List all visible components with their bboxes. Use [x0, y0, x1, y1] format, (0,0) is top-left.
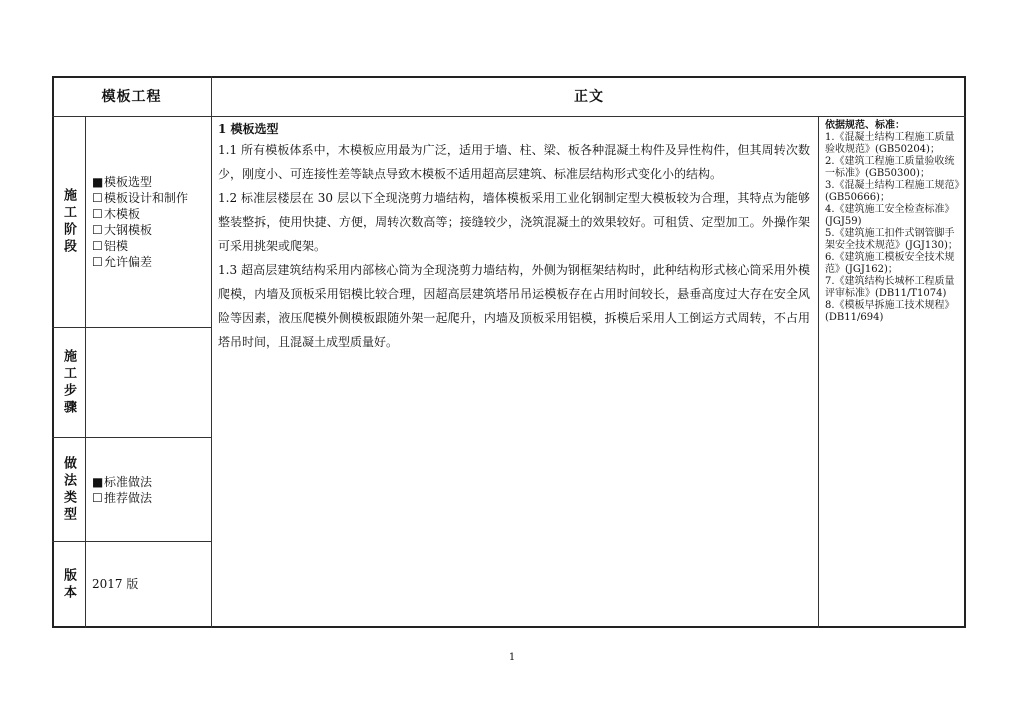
option-label: 模板选型: [104, 175, 153, 189]
body-paragraph: 1.1 所有模板体系中，木模板应用最为广泛，适用于墙、柱、梁、板各种混凝土构件及异性构件，但其周转次数少，刚度小、可连接性差等缺点导致木模板不适用超高层建筑、标准层结构形式变化小的结构。: [218, 143, 810, 181]
checkbox-icon: ■: [92, 175, 104, 189]
checkbox-icon: ☐: [92, 191, 103, 205]
stage-option[interactable]: [92, 206, 211, 222]
references-panel: [819, 118, 966, 324]
stage-option[interactable]: [92, 238, 211, 254]
option-label: 推荐做法: [104, 491, 153, 505]
checkbox-icon: ■: [92, 475, 104, 489]
method-option[interactable]: [92, 490, 211, 506]
references-title: 依据规范、标准：: [825, 120, 905, 131]
checkbox-icon: ☐: [92, 491, 103, 505]
checkbox-icon: ☐: [92, 223, 103, 237]
reference-item: 3.《混凝土结构工程施工规范》(GB50666)；: [825, 180, 960, 203]
stage-option[interactable]: [92, 222, 211, 238]
checkbox-icon: ☐: [92, 239, 103, 253]
option-label: 大钢模板: [104, 223, 153, 237]
header-body-title: 正文: [574, 89, 604, 105]
stage-option[interactable]: [92, 174, 211, 190]
body-paragraph: 1.2 标准层楼层在 30 层以下全现浇剪力墙结构，墙体模板采用工业化钢制定型大模板较为合理，其特点为能够整装整拆，使用快捷、方便，周转次数高等；接缝较少，浇筑混凝土的效果较好。可租赁、定型加工。外操作架可采用挑架或爬架。: [218, 191, 810, 253]
header-divider: [52, 116, 966, 117]
label-version: 版本: [61, 568, 76, 602]
stage-options: [86, 174, 211, 270]
option-label: 铝模: [104, 239, 129, 253]
label-construction-steps: 施工步骤: [61, 348, 76, 417]
reference-item: 1.《混凝土结构工程施工质量验收规范》(GB50204)；: [825, 132, 955, 155]
reference-item: 7.《建筑结构长城杯工程质量评审标准》(DB11/T1074): [825, 276, 955, 299]
option-label: 木模板: [104, 207, 141, 221]
label-method-type: 做法类型: [61, 455, 76, 524]
reference-item: 5.《建筑施工扣件式钢管脚手架安全技术规范》(JGJ130)；: [825, 228, 958, 251]
version-value: 2017 版: [92, 577, 139, 591]
stage-option[interactable]: [92, 254, 211, 270]
section-title: 1 模板选型: [218, 122, 279, 136]
reference-item: 4.《建筑施工安全检查标准》(JGJ59): [825, 204, 955, 227]
option-label: 模板设计和制作: [104, 191, 189, 205]
stage-option[interactable]: [92, 190, 211, 206]
checkbox-icon: ☐: [92, 255, 103, 269]
reference-item: 8.《模板早拆施工技术规程》(DB11/694): [825, 300, 955, 323]
option-label: 允许偏差: [104, 255, 153, 269]
option-label: 标准做法: [104, 475, 153, 489]
method-option[interactable]: [92, 474, 211, 490]
checkbox-icon: ☐: [92, 207, 103, 221]
header-module-title: 模板工程: [101, 89, 162, 105]
reference-item: 6.《建筑施工模板安全技术规范》(JGJ162)；: [825, 252, 955, 275]
reference-item: 2.《建筑工程施工质量验收统一标准》(GB50300)；: [825, 156, 955, 179]
body-content: [212, 118, 818, 618]
document-table: [52, 76, 966, 628]
body-paragraph: 1.3 超高层建筑结构采用内部核心筒为全现浇剪力墙结构，外侧为钢框架结构时，此种结构形式核心筒采用外模爬模，内墙及顶板采用铝模比较合理，因超高层建筑塔吊吊运模板存在占用时间较长，悬垂高度过大存在安全风险等因素，液压爬模外侧模板跟随外架一起爬升，内墙及顶板采用铝模，拆模后采用人工倒运方式周转，不占用塔吊时间，且混凝土成型质量好。: [218, 263, 810, 349]
page-number: 1: [508, 652, 516, 663]
label-construction-stage: 施工阶段: [61, 188, 76, 256]
method-options: [86, 474, 211, 506]
